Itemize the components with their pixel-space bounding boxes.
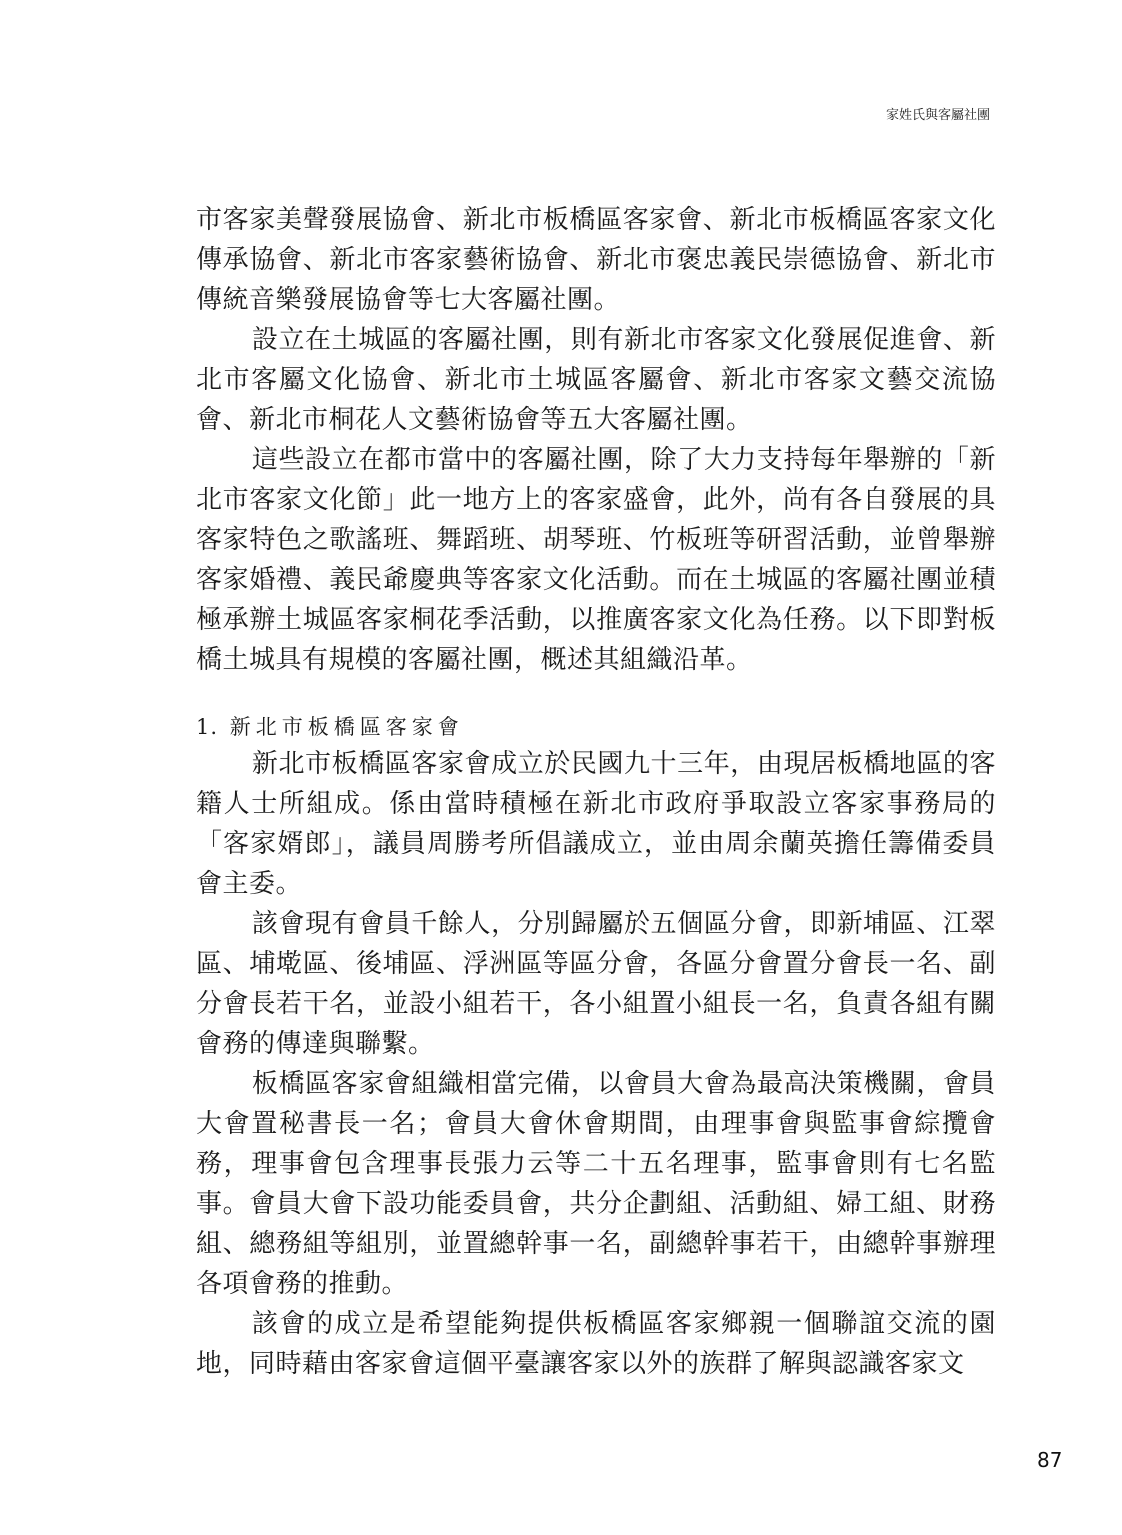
- paragraph: 設立在土城區的客屬社團，則有新北市客家文化發展促進會、新北市客屬文化協會、新北市土城區客屬會、新北市客家文藝交流協會、新北市桐花人文藝術協會等五大客屬社團。: [196, 325, 996, 435]
- running-header: 家姓氏與客屬社團: [885, 108, 990, 123]
- paragraph: 新北市板橋區客家會成立於民國九十三年，由現居板橋地區的客籍人士所組成。係由當時積極在新北市政府爭取設立客家事務局的「客家婿郎」，議員周勝考所倡議成立，並由周余蘭英擔任籌備委員會主委。: [196, 749, 996, 899]
- section-title: 新北市板橋區客家會: [229, 715, 464, 739]
- paragraph: 該會現有會員千餘人，分別歸屬於五個區分會，即新埔區、江翠區、埔墘區、後埔區、浮洲區等區分會，各區分會置分會長一名、副分會長若干名，並設小組若干，各小組置小組長一名，負責各組有關會務的傳達與聯繫。: [196, 909, 996, 1059]
- section-number: 1.: [196, 715, 219, 739]
- page-number: 87: [1037, 1448, 1063, 1472]
- page-body: [196, 200, 996, 1384]
- paragraph-continued: 市客家美聲發展協會、新北市板橋區客家會、新北市板橋區客家文化傳承協會、新北市客家藝術協會、新北市褒忠義民崇德協會、新北市傳統音樂發展協會等七大客屬社團。: [196, 205, 996, 315]
- paragraph: 該會的成立是希望能夠提供板橋區客家鄉親一個聯誼交流的園地，同時藉由客家會這個平臺讓客家以外的族群了解與認識客家文: [196, 1309, 996, 1379]
- paragraph: 板橋區客家會組織相當完備，以會員大會為最高決策機關，會員大會置秘書長一名；會員大會休會期間，由理事會與監事會綜攬會務，理事會包含理事長張力云等二十五名理事，監事會則有七名監事。會員大會下設功能委員會，共分企劃組、活動組、婦工組、財務組、總務組等組別，並置總幹事一名，副總幹事若干，由總幹事辦理各項會務的推動。: [196, 1069, 996, 1299]
- paragraph: 這些設立在都市當中的客屬社團，除了大力支持每年舉辦的「新北市客家文化節」此一地方上的客家盛會，此外，尚有各自發展的具客家特色之歌謠班、舞蹈班、胡琴班、竹板班等研習活動，並曾舉辦客家婚禮、義民爺慶典等客家文化活動。而在土城區的客屬社團並積極承辦土城區客家桐花季活動，以推廣客家文化為任務。以下即對板橋土城具有規模的客屬社團，概述其組織沿革。: [196, 445, 996, 675]
- section-heading: [196, 710, 996, 744]
